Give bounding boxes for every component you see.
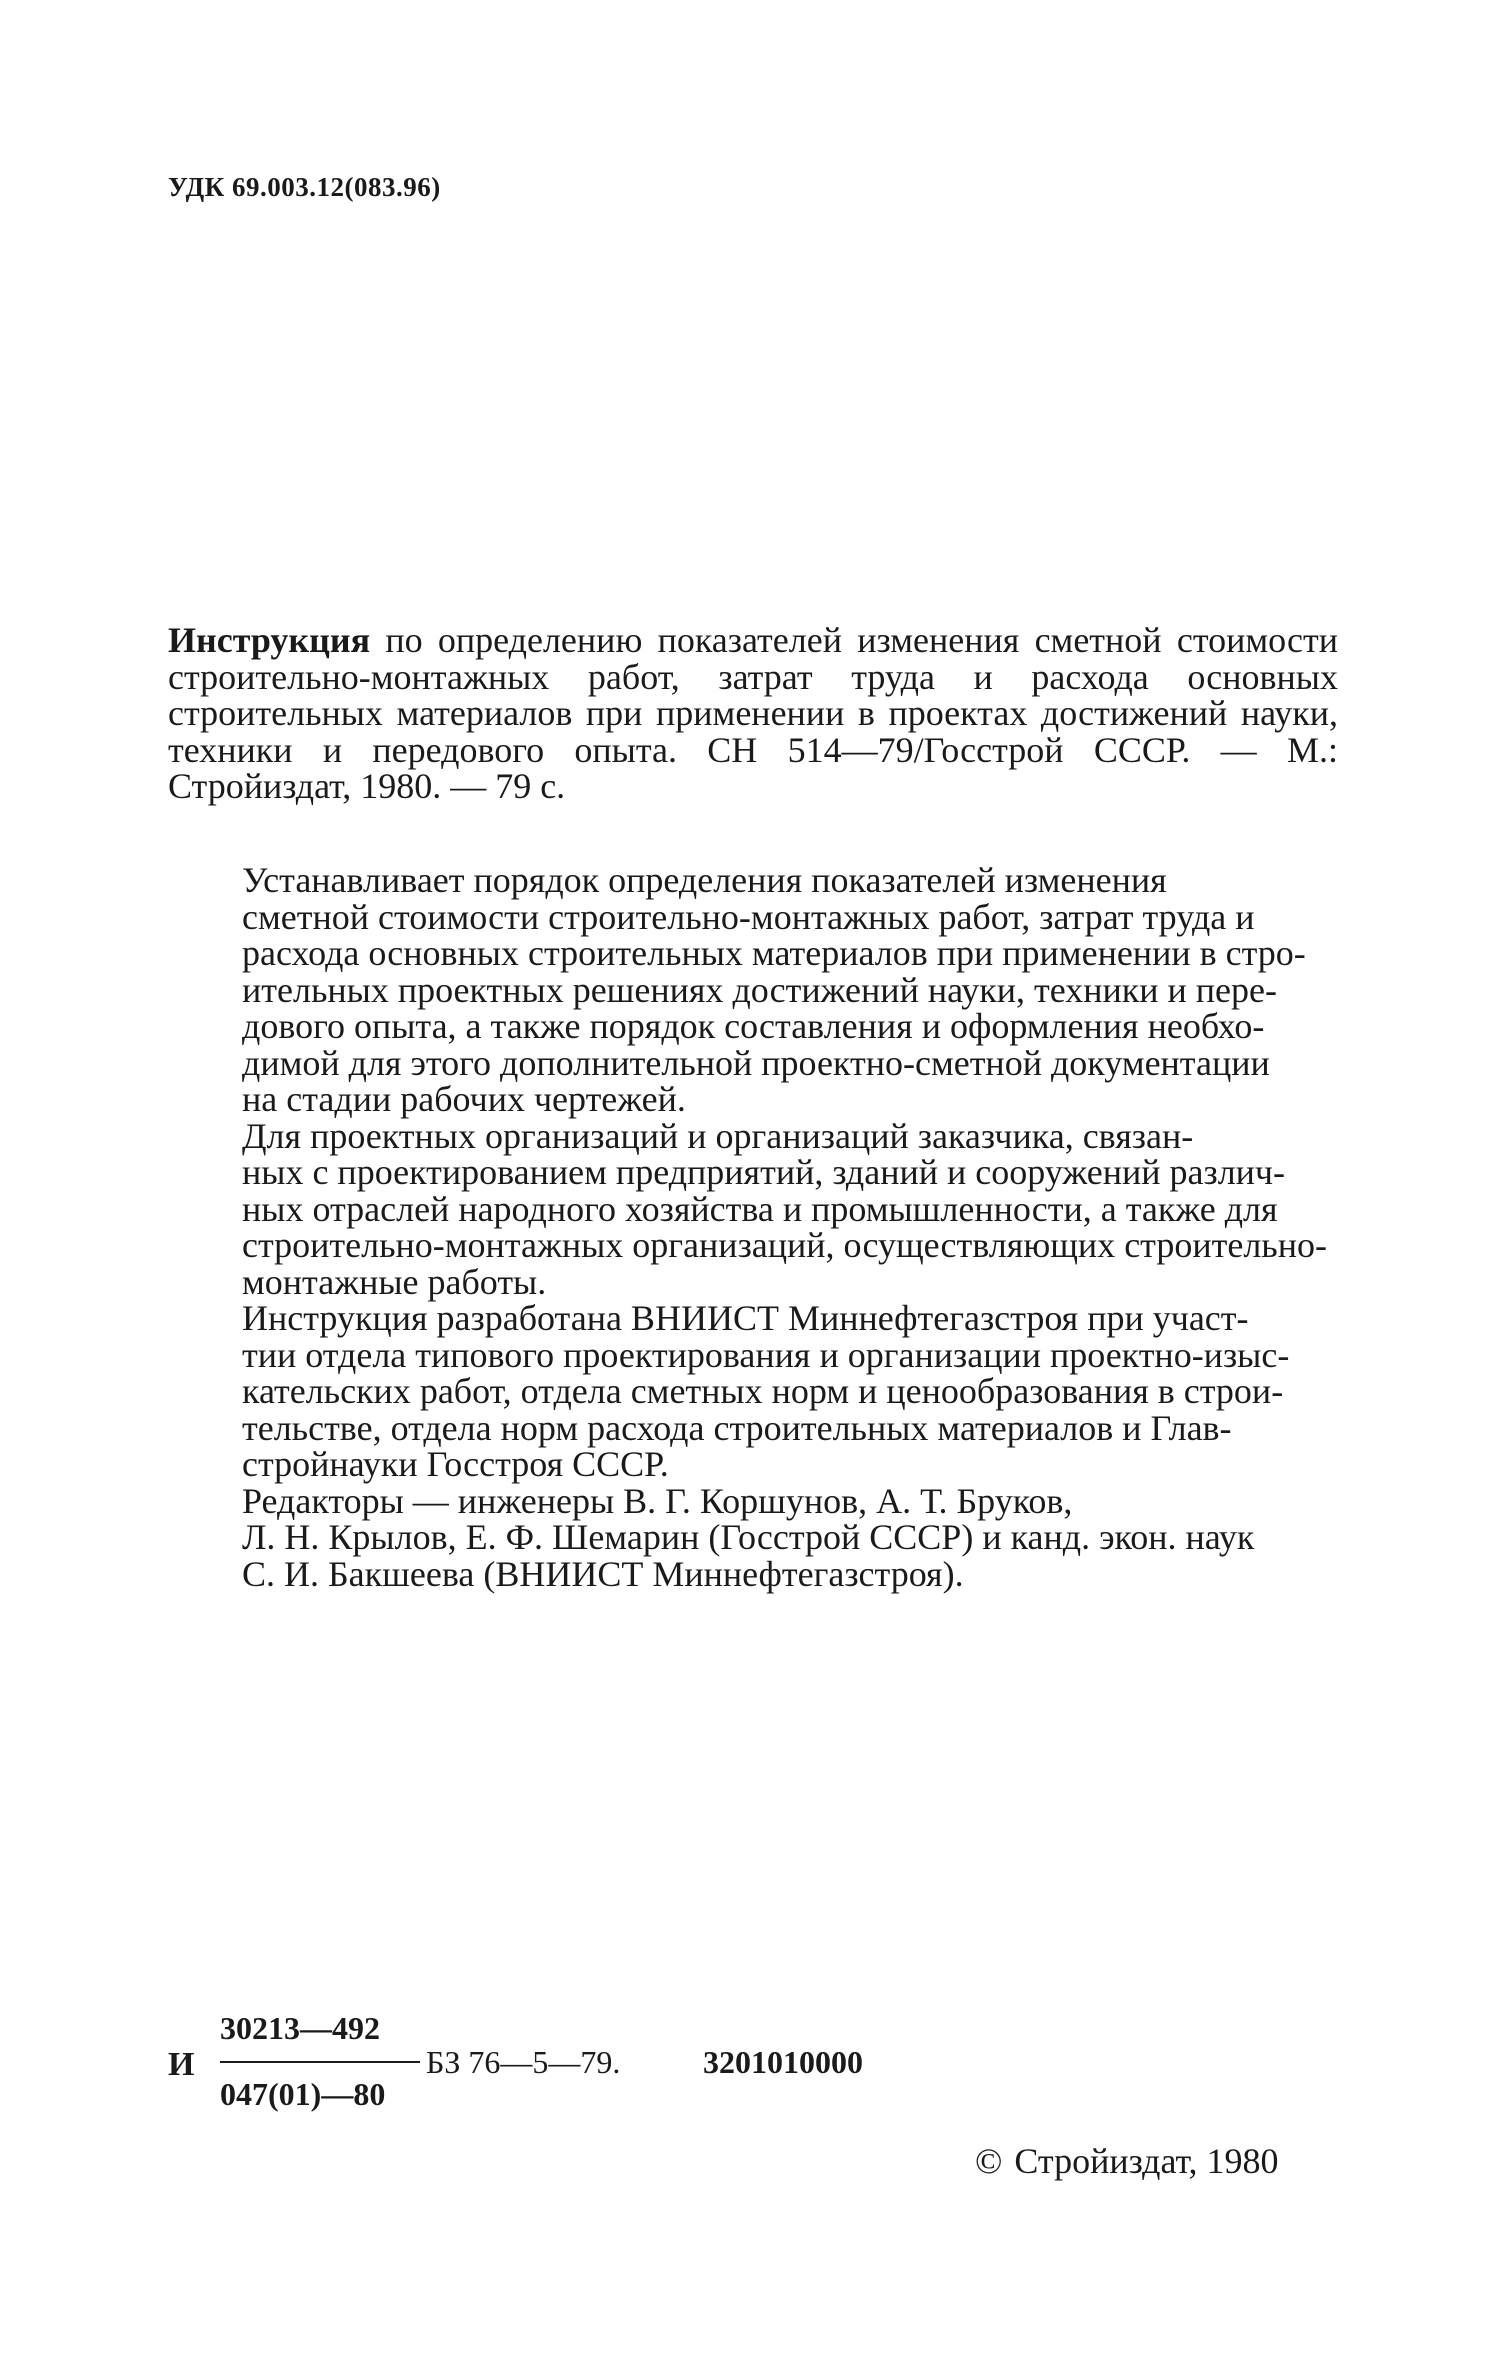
annotation-paragraph-editors [168,1480,1338,1594]
text-line: Редакторы — инженеры В. Г. Коршунов, А. Т. Бруков, [242,1480,1073,1521]
text-line: стройнауки Госстроя СССР. [242,1444,669,1484]
text-line: дового опыта, а также порядок составления и оформления необхо- [242,1006,1265,1046]
text-line: ительных проектных решениях достижений науки, техники и пере- [242,969,1277,1010]
text-line: димой для этого дополнительной проектно-сметной документации [242,1042,1270,1083]
copyright-text: Стройиздат, 1980 [1014,2141,1279,2181]
copyright-notice [975,2140,1279,2182]
annotation-paragraph-audience [168,1115,1338,1302]
text-line: С. И. Бакшеева (ВНИИСТ Миннефтегазстроя). [242,1553,964,1594]
text-line: строительно-монтажных организаций, осуществляющих строительно- [242,1225,1327,1265]
text-line: ных с проектированием предприятий, зданий и сооружений различ- [242,1152,1286,1192]
text-line: тельстве, отдела норм расхода строительных материалов и Глав- [242,1407,1232,1448]
text-line: Для проектных организаций и организаций заказчика, связан- [242,1115,1194,1156]
text-line: Устанавливает порядок определения показателей изменения [242,860,1167,900]
catalog-code-block [168,2010,968,2110]
text-line: монтажные работы. [242,1261,547,1302]
fraction-line [220,2061,420,2063]
text-line: расхода основных строительных материалов при применении в стро- [242,933,1306,973]
catalog-numerator: 30213—492 [220,2010,380,2046]
catalog-denominator: 047(01)—80 [220,2076,386,2112]
udk-code: УДК 69.003.12(083.96) [168,172,441,202]
catalog-code: 3201010000 [703,2044,863,2080]
catalog-letter: И [168,2046,195,2083]
text-line: сметной стоимости строительно-монтажных работ, затрат труда и [242,896,1255,937]
text-line: ных отраслей народного хозяйства и промышленности, а также для [242,1188,1278,1229]
copyright-icon: © [975,2141,1003,2181]
text-line: Инструкция разработана ВНИИСТ Миннефтегазстроя при участ- [242,1298,1249,1338]
annotation-paragraph-developers [168,1300,1338,1483]
text-line: кательских работ, отдела сметных норм и ценообразования в строи- [242,1371,1284,1411]
catalog-bz: БЗ 76—5—79. [426,2044,621,2080]
annotation-paragraph-purpose [168,862,1338,1118]
annotation [168,862,1338,1592]
text-line: Л. Н. Крылов, Е. Ф. Шемарин (Госстрой СССР) и канд. экон. наук [242,1517,1255,1557]
bibliographic-entry [168,622,1338,805]
biblio-title: Инструкция [168,620,371,660]
biblio-text: по определению показателей изменения сметной стоимости строительно-монтажных работ, затрат труда и расхода основных строительных материалов при применении в проектах достижений науки, техники и передового опыта. СН 514—79/Госстрой СССР. — М.: Стройиздат, 1980. — 79 с. [168,620,1338,806]
text-line: тии отдела типового проектирования и организации проектно-изыс- [242,1334,1290,1375]
text-line: на стадии рабочих чертежей. [242,1079,686,1119]
